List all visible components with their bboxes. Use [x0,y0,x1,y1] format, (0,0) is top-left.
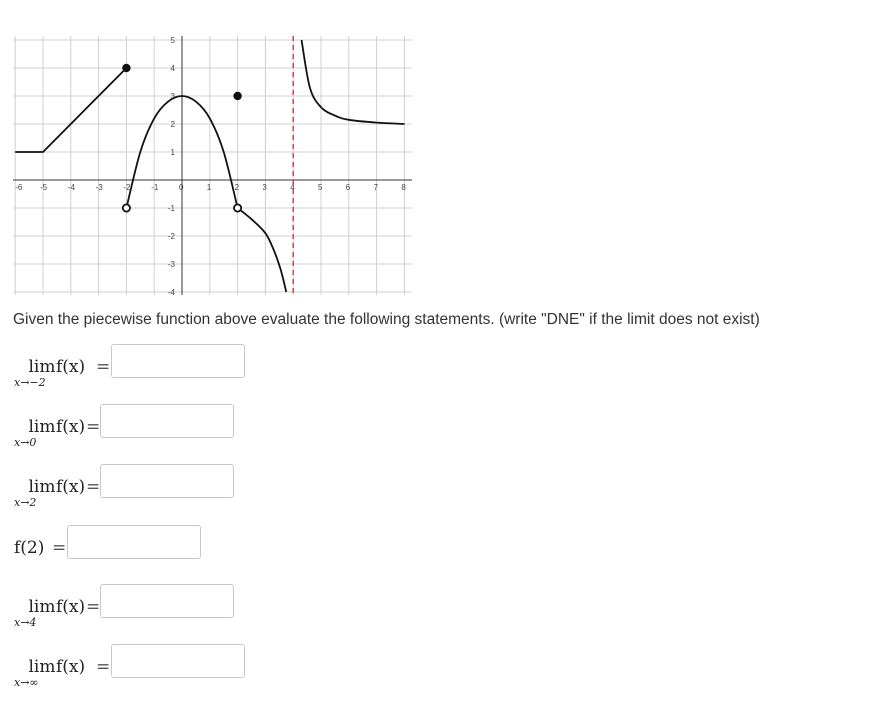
lim-label: lim [28,417,56,437]
function-graph [0,0,420,300]
equals-sign: = [52,538,67,558]
x-tick-label: -5 [40,183,48,192]
function-expression: f(x) [56,477,86,497]
instructions-text: Given the piecewise function above evaluate the following statements. (write "DNE" if the limit does not exist) [13,311,760,328]
x-tick-label: 0 [179,183,184,192]
x-tick-label: 5 [318,183,323,192]
lim-subscript: x→2 [14,496,37,509]
y-tick-label: 3 [170,92,175,101]
answer-input-limit-2[interactable] [100,464,234,498]
lim-label: lim [28,597,56,617]
x-tick-label: 4 [290,183,295,192]
equals-sign: = [96,357,111,377]
x-tick-label: 3 [262,183,267,192]
curve-piece [238,208,287,292]
answer-input-limit-neg2[interactable] [111,344,245,378]
y-tick-label: -3 [167,260,175,269]
answer-input-limit-4[interactable] [100,584,234,618]
function-expression: f(x) [56,357,86,377]
x-tick-label: 2 [234,183,240,192]
function-expression: f(x) [56,597,86,617]
equals-sign: = [86,597,101,617]
equals-sign: = [86,477,101,497]
open-point [123,204,130,211]
lim-subscript: x→4 [14,616,37,629]
x-tick-label: 8 [401,183,406,192]
y-tick-label: 2 [170,120,175,129]
y-tick-label: -4 [167,288,175,297]
lim-label: lim [28,477,56,497]
lim-subscript: x→0 [14,436,37,449]
x-tick-label: -3 [95,183,103,192]
y-tick-label: -2 [167,232,175,241]
grid [13,36,412,295]
equals-sign: = [96,657,111,677]
axes [13,36,412,295]
closed-point [233,92,241,100]
x-tick-label: -6 [15,183,23,192]
equals-sign: = [86,417,101,437]
answer-input-f-2[interactable] [67,525,201,559]
x-tick-label: -1 [151,183,159,192]
x-tick-label: -4 [67,183,75,192]
curve-piece [302,40,405,124]
function-expression: f(x) [56,657,86,677]
x-tick-label: 1 [206,183,212,192]
answer-input-limit-infinity[interactable] [111,644,245,678]
x-tick-label: 6 [345,183,351,192]
x-tick-label: -2 [123,183,131,192]
open-point [234,204,241,211]
x-tick-label: 7 [373,183,379,192]
answer-input-limit-0[interactable] [100,404,234,438]
y-tick-label: -1 [167,204,175,213]
tick-labels [15,36,406,297]
y-tick-label: 4 [170,64,175,73]
function-expression: f(2) [14,538,45,558]
lim-subscript: x→−2 [14,376,46,389]
closed-point [122,64,130,72]
function-expression: f(x) [56,417,86,437]
lim-label: lim [28,357,56,377]
y-tick-label: 1 [170,148,175,157]
lim-subscript: x→∞ [14,676,39,689]
y-tick-label: 5 [170,36,175,45]
lim-label: lim [28,657,56,677]
